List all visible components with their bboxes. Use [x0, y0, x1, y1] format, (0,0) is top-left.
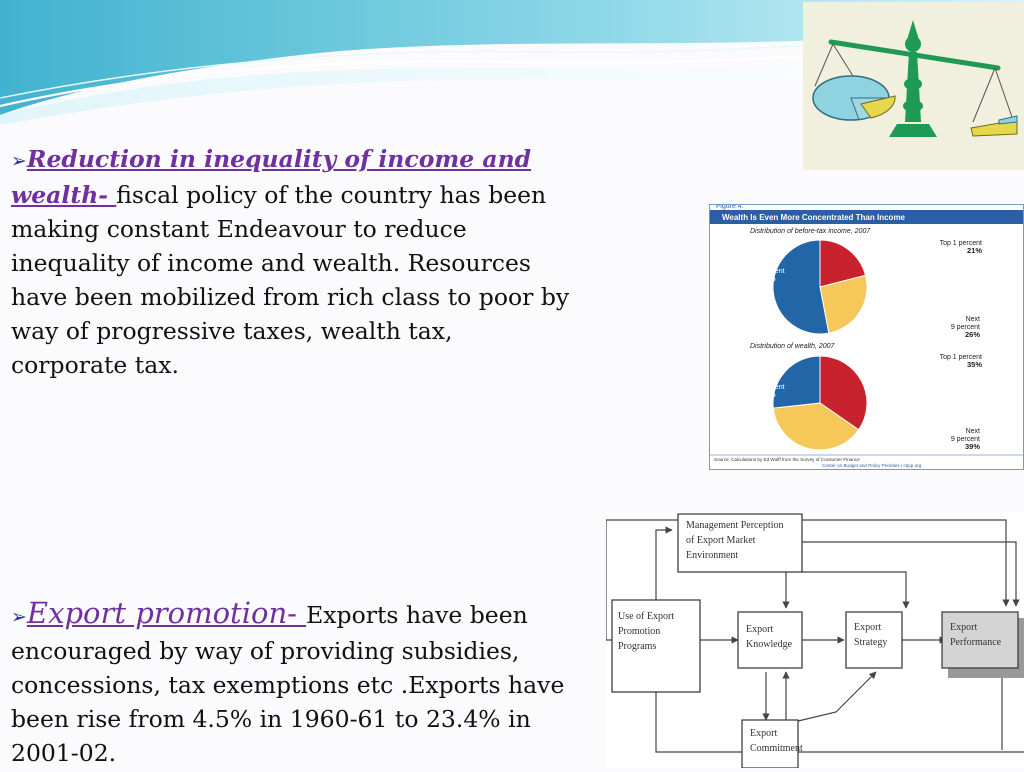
pie-label-top-1-percent: Top 1 percent [939, 240, 982, 247]
pie-value-bottom-90-percent: 53% [760, 274, 776, 283]
pie2-title: Distribution of wealth, 2007 [750, 343, 835, 350]
pie-slice-bottom-90-percent [773, 356, 820, 408]
pie-value-bottom-90-percent: 27% [760, 390, 776, 399]
pie1-title: Distribution of before-tax income, 2007 [750, 228, 871, 235]
section-body: fiscal policy of the country has been making constant Endeavour to reduce inequality of income and wealth. Resources have been mobilized from rich class to poor by way of progressive taxes, wealth tax, corporate tax. [11, 181, 570, 379]
node-programs-line1: Use of Export [618, 611, 675, 622]
pie-slice-bottom-90-percent [773, 240, 829, 334]
pie-charts-svg [710, 205, 1023, 469]
node-commitment-line2: Commitment [750, 743, 803, 754]
node-performance-line2: Performance [950, 637, 1002, 648]
pie-label-bottom-90-percent: 90 percent [751, 384, 785, 391]
node-perception-line1: Management Perception [686, 520, 784, 531]
pie-value-top-1-percent: 21% [966, 246, 982, 255]
flowchart-svg [606, 512, 1024, 768]
pie-label-bottom-90-percent: Bottom [756, 376, 780, 383]
section-heading: Reduction in inequality of income and wealth- [11, 145, 532, 209]
node-performance-line1: Export [950, 622, 978, 633]
pie-label-next-9-percent: 9 percent [950, 324, 980, 331]
node-knowledge-line1: Export [746, 624, 774, 635]
node-programs-line2: Promotion [618, 626, 661, 637]
pie-value-next-9-percent: 26% [964, 330, 980, 339]
pie-label-next-9-percent: Next [965, 428, 980, 435]
bullet-arrow-icon: ➢ [11, 150, 27, 172]
pie-label-bottom-90-percent: 90 percent [751, 268, 785, 275]
pie-label-bottom-90-percent: Bottom [756, 260, 780, 267]
section-body: Exports have been encouraged by way of providing subsidies, concessions, tax exemptions etc .Exports have been rise from 4.5% in 1960-61 to 23.4% in 2001-02. [11, 601, 565, 767]
node-perception-line2: of Export Market [686, 535, 756, 546]
pie-label-next-9-percent: Next [965, 316, 980, 323]
bullet-inequality-reduction [11, 142, 571, 382]
export-flowchart [606, 512, 1024, 768]
balance-scale-image [803, 2, 1024, 170]
pie-chart-income [751, 240, 982, 339]
pie-chart-wealth [751, 354, 982, 451]
wealth-distribution-figure [709, 204, 1024, 470]
node-strategy-line1: Export [854, 622, 882, 633]
figure-source: Source: Calculations by Ed Wolff from the Survey of Consumer Finance [714, 457, 860, 462]
figure-label: Figure 4: [716, 205, 744, 210]
figure-title: Wealth Is Even More Concentrated Than Income [722, 213, 905, 222]
pie-value-top-1-percent: 35% [966, 360, 982, 369]
pie-value-next-9-percent: 39% [964, 442, 980, 451]
bullet-arrow-icon: ➢ [11, 606, 27, 628]
pie-label-top-1-percent: Top 1 percent [939, 354, 982, 361]
section-heading: Export promotion- [26, 596, 307, 630]
node-knowledge-line2: Knowledge [746, 639, 793, 650]
pie-label-next-9-percent: 9 percent [950, 436, 980, 443]
figure-credit: Center on Budget and Policy Priorities | cbpp.org [822, 463, 922, 468]
node-programs-line3: Programs [618, 641, 657, 652]
node-strategy-line2: Strategy [854, 637, 888, 648]
node-commitment-line1: Export [750, 728, 778, 739]
bullet-export-promotion [11, 596, 591, 770]
node-perception-line3: Environment [686, 550, 739, 561]
